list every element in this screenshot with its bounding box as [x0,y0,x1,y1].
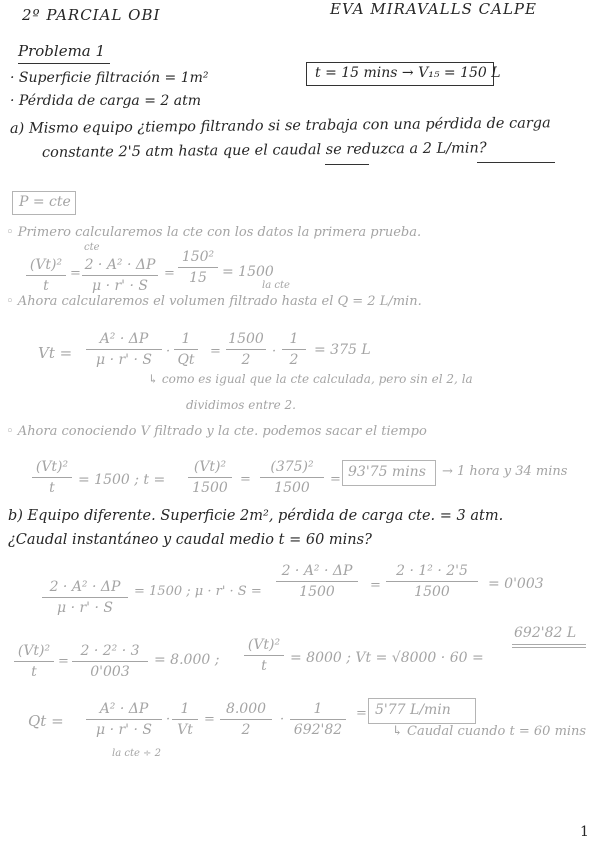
step2-frac-formula [86,330,162,369]
pcte-text: P = cte [19,194,71,210]
step3-vt-den: t [49,480,55,496]
b-eq1-result: = 0'003 [488,576,544,592]
step1-cte-note: cte [84,242,100,253]
boxed-initial-text: t = 15 mins → V₁₅ = 150 L [315,65,501,81]
step1-frac-vt-num: (Vt)² [29,257,63,273]
step3-vt-num: (Vt)² [35,459,69,475]
b-eq2-frac1-num: (Vt)² [17,643,51,659]
step1-eq1: = [70,266,81,281]
b-eq2-result: 692'82 L [514,625,577,641]
step3-frac-numbers [260,458,324,497]
step3-numbers-den: 1500 [274,480,310,496]
step1-frac-formula [82,256,158,295]
b-eq1-frac3 [386,562,478,601]
step3-eq1: = 1500 ; t = [78,472,166,488]
given-pressure-loss: · Pérdida de carga = 2 atm [10,93,201,109]
step1-formula-den: μ · r' · S [92,278,148,294]
step1-frac-numbers [178,248,218,287]
step2-half-den: 2 [289,352,299,368]
step3-t-num: (Vt)² [193,459,227,475]
b-eq1-eq2: = [370,578,381,593]
b-eq1-frac2-den: 1500 [299,584,335,600]
step2-numbers-den: 2 [241,352,251,368]
question-a-line2: constante 2'5 atm hasta que el caudal se reduzca a 2 L/min? [41,140,487,161]
b-eq1-eq: = 1500 ; μ · r' · S = [134,584,262,599]
step3-tail: → 1 hora y 34 mins [442,464,568,479]
b-eq3-frac1 [86,700,162,739]
b-eq3-frac1-den: μ · r' · S [96,722,152,738]
b-eq3-frac4-num: 1 [313,701,323,717]
b-eq2-frac2 [72,642,148,681]
step2-note2: dividimos entre 2. [186,398,296,412]
step2-numbers-num: 1500 [228,331,264,347]
step3-text: ◦ Ahora conociendo V filtrado y la cte. podemos sacar el tiempo [6,424,427,439]
b-eq2-frac1-den: t [31,664,37,680]
b-eq3-frac2 [172,700,198,739]
b-eq2-frac2-den: 0'003 [90,664,130,680]
b-eq2-eq1: = 8.000 ; [154,652,220,668]
b-eq3-eq2: = [356,706,367,721]
step2-inv-q-num: 1 [181,331,191,347]
b-eq1-frac1-den: μ · r' · S [57,600,113,616]
b-eq3-boxed-result [368,698,476,724]
boxed-initial-data [306,62,501,86]
step2-half-num: 1 [289,331,299,347]
caudal-underline [325,164,369,165]
step1-numbers-den: 15 [189,270,207,286]
b-eq2-eq2: = 8000 ; Vt = √8000 · 60 = [290,650,484,666]
step2-frac-inv-q [174,330,198,369]
step2-frac-half [282,330,306,369]
step3-eq3: = [330,472,341,487]
b-eq3-sub-note: la cte ÷ 2 [112,748,161,759]
b-eq3-frac4-den: 692'82 [293,722,343,738]
step1-formula-num: 2 · A² · ΔP [84,257,156,273]
page-number: 1 [580,824,589,840]
step2-result: = 375 L [314,342,371,358]
b-eq1-frac1-num: 2 · A² · ΔP [49,579,121,595]
b-eq2-frac1 [14,642,54,681]
b-eq2-result-underline1 [512,644,586,645]
step2-eq1: = [210,344,221,359]
step3-numbers-num: (375)² [270,459,314,475]
b-eq2-frac3-den: t [261,658,267,674]
b-eq3-frac1-num: A² · ΔP [99,701,149,717]
b-eq2-frac3-num: (Vt)² [247,637,281,653]
b-eq3-frac3 [220,700,272,739]
b-eq3-frac2-den: Vt [177,722,193,738]
step3-boxed-result [342,460,436,486]
b-eq2-eq0: = [58,654,69,669]
b-eq2-frac3 [244,636,284,675]
step2-note1: ↳ como es igual que la cte calculada, pero sin el 2, la [148,372,473,386]
step3-frac-t [188,458,232,497]
step2-text: ◦ Ahora calcularemos el volumen filtrado hasta el Q = 2 L/min. [6,294,422,309]
b-eq3-boxed-text: 5'77 L/min [375,702,451,718]
b-eq1-frac3-num: 2 · 1² · 2'5 [396,563,468,579]
step1-text: ◦ Primero calcularemos la cte con los datos la primera prueba. [6,225,422,240]
step1-eq2: = [164,266,175,281]
pcte-box [12,191,76,215]
problem-title: Problema 1 [18,42,106,60]
step2-frac-numbers [226,330,266,369]
problem-title-underline [18,63,110,64]
b-eq1-frac3-den: 1500 [414,584,450,600]
step1-result: = 1500 [222,264,274,280]
value-underline [477,162,555,163]
given-surface: · Superficie filtración = 1m² [10,70,209,86]
step3-t-den: 1500 [192,480,228,496]
step2-dot1: · [166,344,171,359]
step2-dot2: · [272,344,277,359]
question-b-line1: b) Equipo diferente. Superficie 2m², pérdida de carga cte. = 3 atm. [8,508,504,524]
step3-boxed-text: 93'75 mins [348,464,426,480]
b-eq3-frac2-num: 1 [180,701,190,717]
b-eq1-frac2-num: 2 · A² · ΔP [281,563,353,579]
b-eq3-dot1: · [166,712,171,727]
question-b-line2: ¿Caudal instantáneo y caudal medio t = 60 mins? [8,532,372,548]
step3-frac-vt [32,458,72,497]
b-eq3-frac4 [290,700,346,739]
step1-frac-vt [26,256,66,295]
step2-lhs: Vt = [38,344,73,362]
header-right: EVA MIRAVALLS CALPE [330,0,537,18]
step2-formula-num: A² · ΔP [99,331,149,347]
step3-eq2: = [240,472,251,487]
b-eq3-dot2: · [280,712,285,727]
b-eq2-result-underline2 [512,647,586,648]
step2-formula-den: μ · r' · S [96,352,152,368]
step1-numbers-num: 150² [181,249,215,265]
b-eq1-frac1 [42,578,128,617]
step2-inv-q-den: Qt [177,352,195,368]
b-eq3-frac3-den: 2 [241,722,251,738]
header-left: 2º PARCIAL OBI [22,6,161,24]
b-eq3-frac3-num: 8.000 [225,701,267,717]
question-a-line1: a) Mismo equipo ¿tiempo filtrando si se trabaja con una pérdida de carga [9,115,551,137]
b-eq2-frac2-num: 2 · 2² · 3 [80,643,140,659]
step1-result-sub: la cte [262,280,290,291]
b-eq3-note: ↳ Caudal cuando t = 60 mins [392,724,587,739]
b-eq1-frac2 [276,562,358,601]
b-eq3-lhs: Qt = [28,712,64,730]
b-eq3-eq1: = [204,712,215,727]
step1-frac-vt-den: t [43,278,49,294]
